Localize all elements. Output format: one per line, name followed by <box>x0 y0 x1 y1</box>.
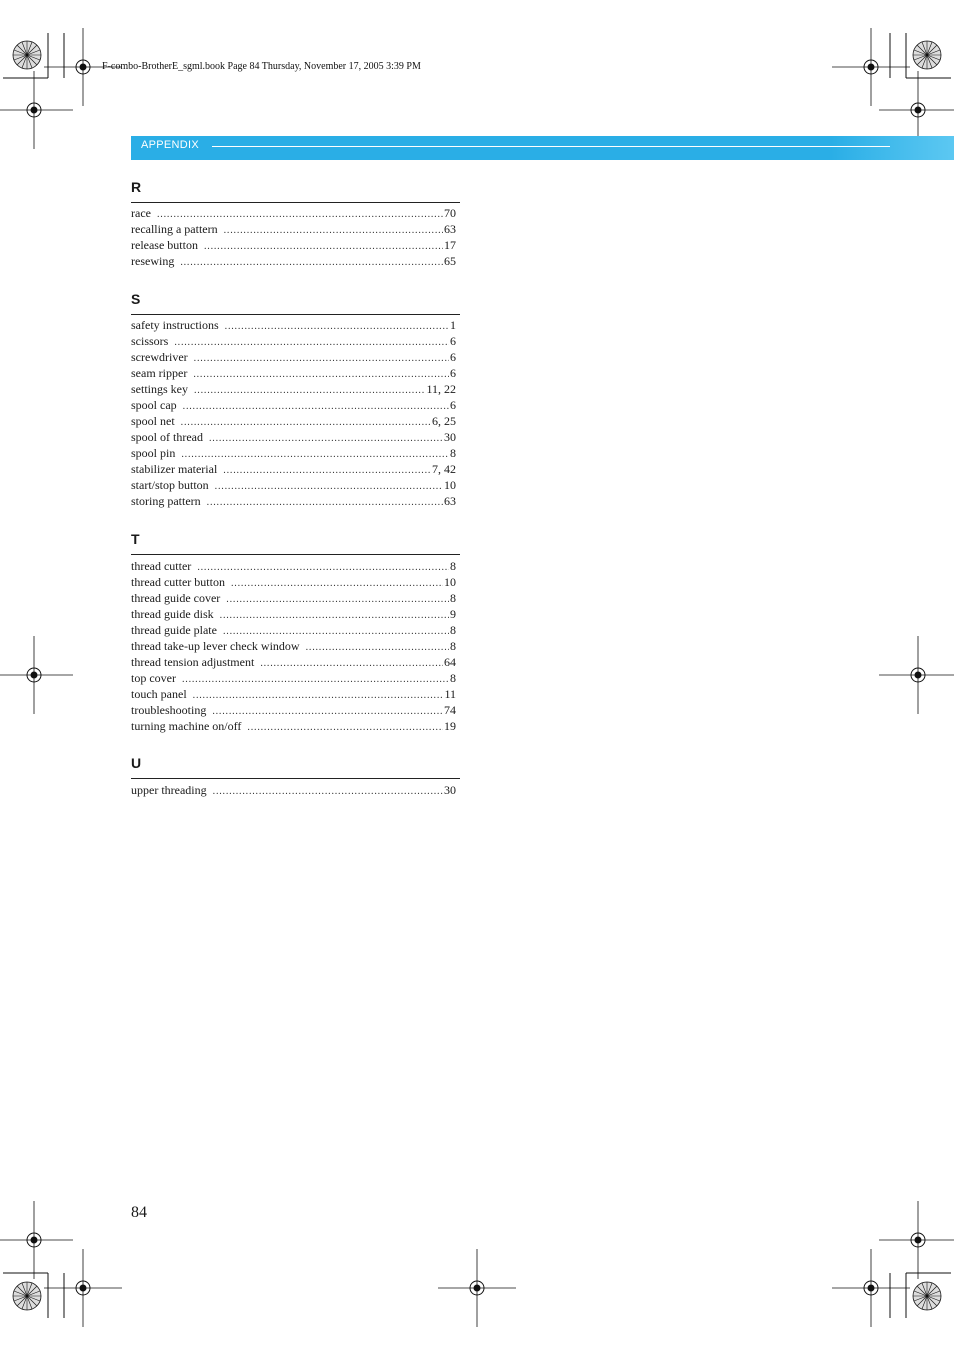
section-rule <box>131 778 460 779</box>
dot-leader <box>181 415 431 431</box>
index-term: resewing <box>131 254 175 268</box>
index-entry <box>131 445 456 461</box>
index-page-ref: 63 <box>444 494 456 508</box>
index-entry <box>131 397 456 413</box>
index-page-ref: 11, 22 <box>426 382 456 396</box>
banner-rule <box>212 146 890 148</box>
index-entry <box>131 670 456 686</box>
dot-leader <box>207 495 443 511</box>
index-entry <box>131 574 456 590</box>
dot-leader <box>213 784 443 800</box>
section-rule <box>131 314 460 315</box>
index-page-ref: 30 <box>444 430 456 444</box>
index-entry <box>131 221 456 237</box>
dot-leader <box>224 223 443 239</box>
index-entry <box>131 638 456 654</box>
index-term: thread guide cover <box>131 591 221 605</box>
dot-leader <box>223 463 431 479</box>
index-entry <box>131 205 456 221</box>
index-page-ref: 11 <box>444 687 456 701</box>
dot-leader <box>209 431 443 447</box>
section-letter-t: T <box>131 531 140 547</box>
index-entry <box>131 782 456 798</box>
dot-leader <box>182 672 449 688</box>
dot-leader <box>183 399 449 415</box>
dot-leader <box>247 720 443 736</box>
index-entry <box>131 237 456 253</box>
index-term: top cover <box>131 671 176 685</box>
index-page-ref: 19 <box>444 719 456 733</box>
dot-leader <box>220 608 449 624</box>
index-page-ref: 6 <box>450 398 456 412</box>
section-entries-s <box>131 317 456 509</box>
index-page-ref: 17 <box>444 238 456 252</box>
page-number: 84 <box>131 1204 147 1221</box>
index-page-ref: 74 <box>444 703 456 717</box>
index-entry <box>131 622 456 638</box>
index-entry <box>131 413 456 429</box>
dot-leader <box>194 351 449 367</box>
file-info-header: F-combo-BrotherE_sgml.book Page 84 Thursday, November 17, 2005 3:39 PM <box>102 61 421 72</box>
index-page-ref: 6 <box>450 350 456 364</box>
index-page-ref: 30 <box>444 783 456 797</box>
dot-leader <box>260 656 443 672</box>
index-entry <box>131 253 456 269</box>
index-entry <box>131 590 456 606</box>
dot-leader <box>193 688 444 704</box>
dot-leader <box>306 640 449 656</box>
index-page-ref: 8 <box>450 623 456 637</box>
index-term: start/stop button <box>131 478 209 492</box>
banner-label: APPENDIX <box>141 139 200 151</box>
index-term: seam ripper <box>131 366 188 380</box>
index-page-ref: 8 <box>450 591 456 605</box>
index-term: thread cutter <box>131 559 192 573</box>
section-letter-s: S <box>131 291 141 307</box>
index-page-ref: 70 <box>444 206 456 220</box>
index-term: thread guide plate <box>131 623 217 637</box>
index-entry <box>131 349 456 365</box>
index-page-ref: 65 <box>444 254 456 268</box>
index-term: spool pin <box>131 446 176 460</box>
index-term: touch panel <box>131 687 187 701</box>
index-term: storing pattern <box>131 494 201 508</box>
index-page-ref: 10 <box>444 575 456 589</box>
index-entry <box>131 461 456 477</box>
index-term: release button <box>131 238 198 252</box>
index-page-ref: 64 <box>444 655 456 669</box>
dot-leader <box>193 367 449 383</box>
index-term: thread cutter button <box>131 575 225 589</box>
section-letter-r: R <box>131 179 142 195</box>
index-term: screwdriver <box>131 350 188 364</box>
dot-leader <box>226 592 449 608</box>
index-term: upper threading <box>131 783 207 797</box>
index-page-ref: 8 <box>450 446 456 460</box>
dot-leader <box>194 383 425 399</box>
dot-leader <box>204 239 443 255</box>
index-page-ref: 6 <box>450 366 456 380</box>
section-entries-u <box>131 782 456 798</box>
index-term: thread guide disk <box>131 607 214 621</box>
index-term: spool of thread <box>131 430 203 444</box>
dot-leader <box>231 576 443 592</box>
section-rule <box>131 554 460 555</box>
index-term: spool cap <box>131 398 177 412</box>
dot-leader <box>215 479 443 495</box>
index-term: safety instructions <box>131 318 219 332</box>
index-term: turning machine on/off <box>131 719 242 733</box>
index-term: scissors <box>131 334 169 348</box>
index-page-ref: 8 <box>450 639 456 653</box>
index-entry <box>131 317 456 333</box>
section-banner <box>131 136 954 160</box>
index-term: thread tension adjustment <box>131 655 255 669</box>
index-page-ref: 63 <box>444 222 456 236</box>
index-entry <box>131 606 456 622</box>
index-page-ref: 1 <box>450 318 456 332</box>
dot-leader <box>180 255 443 271</box>
index-entry <box>131 686 456 702</box>
index-page-ref: 6 <box>450 334 456 348</box>
index-entry <box>131 333 456 349</box>
index-page-ref: 9 <box>450 607 456 621</box>
index-term: troubleshooting <box>131 703 207 717</box>
dot-leader <box>197 560 449 576</box>
index-page-ref: 8 <box>450 671 456 685</box>
index-page-ref: 8 <box>450 559 456 573</box>
index-term: race <box>131 206 151 220</box>
index-page-ref: 6, 25 <box>432 414 456 428</box>
section-entries-r <box>131 205 456 269</box>
index-entry <box>131 493 456 509</box>
index-entry <box>131 702 456 718</box>
dot-leader <box>225 319 449 335</box>
index-entry <box>131 718 456 734</box>
index-page-ref: 10 <box>444 478 456 492</box>
index-entry <box>131 429 456 445</box>
section-rule <box>131 202 460 203</box>
index-term: recalling a pattern <box>131 222 218 236</box>
index-entry <box>131 381 456 397</box>
index-entry <box>131 365 456 381</box>
dot-leader <box>174 335 449 351</box>
index-entry <box>131 654 456 670</box>
section-letter-u: U <box>131 755 142 771</box>
index-term: settings key <box>131 382 188 396</box>
index-term: spool net <box>131 414 175 428</box>
index-term: thread take-up lever check window <box>131 639 300 653</box>
index-term: stabilizer material <box>131 462 218 476</box>
section-entries-t <box>131 558 456 734</box>
index-entry <box>131 558 456 574</box>
index-entry <box>131 477 456 493</box>
index-page-ref: 7, 42 <box>432 462 456 476</box>
